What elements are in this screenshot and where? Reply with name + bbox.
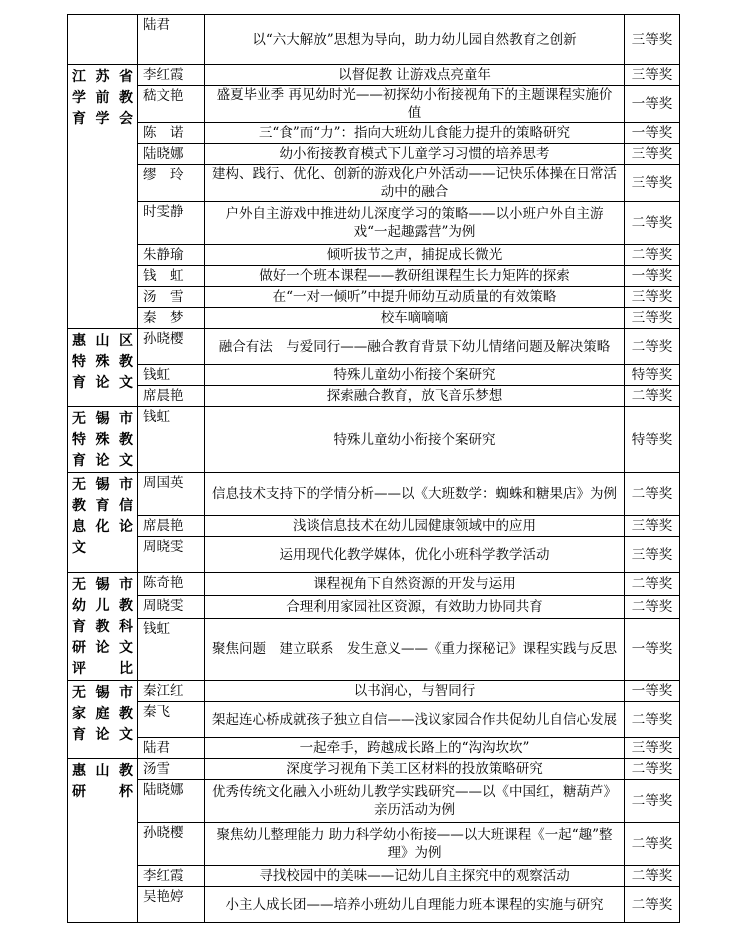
award-level-cell: 一等奖 [625,618,680,680]
award-level-cell: 三等奖 [625,65,680,86]
award-level-cell: 一等奖 [625,86,680,123]
paper-title-cell: 在“一对一倾听”中提升师幼互动质量的有效策略 [205,287,625,308]
award-level-cell: 二等奖 [625,329,680,365]
award-row [68,473,680,516]
author-name-cell: 吴艳婷 [138,887,205,923]
award-row [68,866,680,887]
award-level-cell: 三等奖 [625,287,680,308]
category-line: 育教科 [72,619,133,635]
paper-title-cell: 信息技术支持下的学情分析——以《大班数学：蜘蛛和糖果店》为例 [205,473,625,516]
paper-title-cell: 深度学习视角下美工区材料的投放策略研究 [205,759,625,780]
author-name-cell: 周国英 [138,473,205,516]
paper-title-cell: 聚焦幼儿整理能力 助力科学幼小衔接——以大班课程《一起“趣”整理》为例 [205,823,625,866]
award-row [68,365,680,386]
author-name-cell: 孙晓樱 [138,329,205,365]
author-name-cell: 孙晓樱 [138,823,205,866]
award-row [68,86,680,123]
category-line: 育论文 [72,727,133,743]
category-line: 特殊教 [72,432,133,448]
category-line: 无锡市 [72,577,133,593]
author-name-cell: 钱虹 [138,407,205,473]
award-level-cell: 一等奖 [625,266,680,287]
award-level-cell: 二等奖 [625,866,680,887]
paper-title-cell: 盛夏毕业季 再见幼时光——初探幼小衔接视角下的主题课程实施价值 [205,86,625,123]
paper-title-cell: 倾听拔节之声，捕捉成长微光 [205,245,625,266]
paper-title-cell: 融合有法 与爱同行——融合教育背景下幼儿情绪问题及解决策略 [205,329,625,365]
paper-title-cell: 三“食”而“力”：指向大班幼儿食能力提升的策略研究 [205,123,625,144]
category-line: 育论文 [72,453,133,469]
award-row [68,573,680,596]
author-name-cell: 秦飞 [138,702,205,738]
author-name-cell: 陆晓娜 [138,144,205,165]
paper-title-cell: 合理利用家园社区资源，有效助力协同共育 [205,595,625,618]
category-cell [68,407,138,473]
category-line: 无锡市 [72,411,133,427]
award-level-cell: 三等奖 [625,165,680,202]
author-name-cell: 汤 雪 [138,287,205,308]
award-level-cell: 三等奖 [625,516,680,537]
award-level-cell: 二等奖 [625,386,680,407]
award-level-cell: 三等奖 [625,738,680,759]
author-name-cell: 陆君 [138,738,205,759]
author-name-cell: 周晓雯 [138,537,205,573]
paper-title-cell: 做好一个班本课程——教研组课程生长力矩阵的探索 [205,266,625,287]
award-row [68,681,680,702]
award-level-cell: 二等奖 [625,702,680,738]
award-row [68,123,680,144]
category-line: 无锡市 [72,477,133,493]
award-row [68,823,680,866]
paper-title-cell: 特殊儿童幼小衔接个案研究 [205,365,625,386]
paper-title-cell: 探索融合教育，放飞音乐梦想 [205,386,625,407]
paper-title-cell: 以督促教 让游戏点亮童年 [205,65,625,86]
award-row [68,245,680,266]
category-cell [68,65,138,329]
author-name-cell: 嵇文艳 [138,86,205,123]
award-row [68,618,680,680]
category-line: 教育信 [72,498,133,514]
award-level-cell: 三等奖 [625,537,680,573]
category-cell [68,759,138,923]
author-name-cell: 席晨艳 [138,386,205,407]
award-row [68,308,680,329]
paper-title-cell: 建构、践行、优化、创新的游戏化户外活动——记快乐体操在日常活动中的融合 [205,165,625,202]
award-row [68,202,680,245]
awards-table [67,14,680,923]
paper-title-cell: 校车嘀嘀嘀 [205,308,625,329]
award-row [68,738,680,759]
category-line: 研杯 [72,784,133,800]
award-level-cell: 二等奖 [625,823,680,866]
award-level-cell: 特等奖 [625,407,680,473]
award-row [68,165,680,202]
award-level-cell: 二等奖 [625,595,680,618]
category-cell [68,15,138,65]
author-name-cell: 钱虹 [138,365,205,386]
award-level-cell: 二等奖 [625,202,680,245]
award-row [68,537,680,573]
category-line: 惠山教 [72,763,133,779]
category-line: 息化论 [72,519,133,535]
award-row [68,759,680,780]
award-level-cell: 一等奖 [625,123,680,144]
category-line: 江苏省 [72,69,133,85]
award-level-cell: 二等奖 [625,887,680,923]
author-name-cell: 周晓雯 [138,595,205,618]
award-level-cell: 二等奖 [625,759,680,780]
author-name-cell: 朱静瑜 [138,245,205,266]
author-name-cell: 秦 梦 [138,308,205,329]
category-cell [68,573,138,681]
paper-title-cell: 运用现代化教学媒体，优化小班科学教学活动 [205,537,625,573]
category-line: 特殊教 [72,354,133,370]
paper-title-cell: 小主人成长团——培养小班幼儿自理能力班本课程的实施与研究 [205,887,625,923]
category-line: 无锡市 [72,685,133,701]
award-level-cell: 一等奖 [625,681,680,702]
category-line: 评比 [72,661,133,677]
award-row [68,407,680,473]
awards-table-body [68,15,680,923]
category-line: 育学会 [72,111,133,127]
paper-title-cell: 特殊儿童幼小衔接个案研究 [205,407,625,473]
author-name-cell: 陆君 [138,15,205,65]
category-line: 文 [72,540,86,556]
author-name-cell: 李红霞 [138,866,205,887]
author-name-cell: 秦江红 [138,681,205,702]
paper-title-cell: 优秀传统文化融入小班幼儿教学实践研究——以《中国红，糖葫芦》亲历活动为例 [205,780,625,823]
category-cell [68,329,138,407]
paper-title-cell: 幼小衔接教育模式下儿童学习习惯的培养思考 [205,144,625,165]
category-line: 育论文 [72,375,133,391]
award-row [68,386,680,407]
award-row [68,329,680,365]
author-name-cell: 陆晓娜 [138,780,205,823]
author-name-cell: 钱 虹 [138,266,205,287]
award-row [68,287,680,308]
paper-title-cell: 浅谈信息技术在幼儿园健康领域中的应用 [205,516,625,537]
award-level-cell: 三等奖 [625,308,680,329]
award-row [68,702,680,738]
award-row [68,144,680,165]
category-line: 家庭教 [72,706,133,722]
award-level-cell: 二等奖 [625,573,680,596]
author-name-cell: 汤雪 [138,759,205,780]
category-line: 惠山区 [72,333,133,349]
paper-title-cell: 架起连心桥成就孩子独立自信——浅议家园合作共促幼儿自信心发展 [205,702,625,738]
author-name-cell: 陈 诺 [138,123,205,144]
category-line: 学前教 [72,90,133,106]
award-level-cell: 三等奖 [625,144,680,165]
award-level-cell: 二等奖 [625,780,680,823]
author-name-cell: 席晨艳 [138,516,205,537]
paper-title-cell: 聚焦问题 建立联系 发生意义——《重力探秘记》课程实践与反思 [205,618,625,680]
award-row [68,516,680,537]
award-row [68,65,680,86]
paper-title-cell: 户外自主游戏中推进幼儿深度学习的策略——以小班户外自主游戏“一起趣露营”为例 [205,202,625,245]
category-line: 幼儿教 [72,598,133,614]
paper-title-cell: 以“六大解放”思想为导向，助力幼儿园自然教育之创新 [205,15,625,65]
paper-title-cell: 以书润心，与智同行 [205,681,625,702]
award-row [68,780,680,823]
award-level-cell: 二等奖 [625,473,680,516]
award-row [68,887,680,923]
category-line: 研论文 [72,640,133,656]
paper-title-cell: 一起牵手，跨越成长路上的“沟沟坎坎” [205,738,625,759]
award-row [68,595,680,618]
award-level-cell: 三等奖 [625,15,680,65]
author-name-cell: 时雯静 [138,202,205,245]
paper-title-cell: 课程视角下自然资源的开发与运用 [205,573,625,596]
award-level-cell: 特等奖 [625,365,680,386]
author-name-cell: 缪 玲 [138,165,205,202]
author-name-cell: 钱虹 [138,618,205,680]
award-row [68,15,680,65]
author-name-cell: 李红霞 [138,65,205,86]
award-row [68,266,680,287]
author-name-cell: 陈奇艳 [138,573,205,596]
award-level-cell: 二等奖 [625,245,680,266]
category-cell [68,473,138,573]
paper-title-cell: 寻找校园中的美味——记幼儿自主探究中的观察活动 [205,866,625,887]
category-cell [68,681,138,759]
